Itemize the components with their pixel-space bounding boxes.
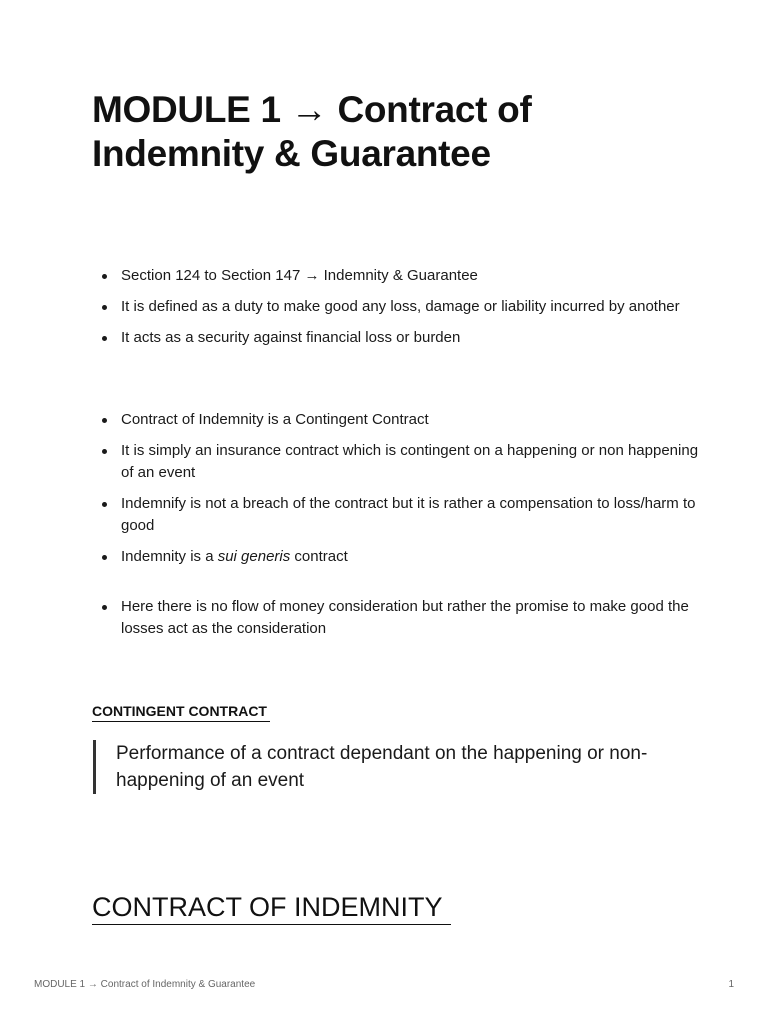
page-number: 1 (728, 979, 734, 990)
page-title: MODULE 1 → Contract of Indemnity & Guarantee (92, 89, 532, 174)
bullet-list-2 (92, 409, 701, 577)
blockquote: Performance of a contract dependant on the happening or non-happening of an event (93, 740, 686, 794)
italic-text: sui generis (217, 548, 291, 565)
list-item: Section 124 to Section 147 → Indemnity & Guarantee (121, 265, 701, 287)
list-item: Here there is no flow of money consideration but rather the promise to make good the losses act as the consideration (121, 596, 701, 640)
list-item-sui-generis (121, 546, 701, 568)
contingent-contract-heading: CONTINGENT CONTRACT (92, 702, 270, 722)
bullet-list-3 (92, 596, 701, 649)
footer-title: MODULE 1 → Contract of Indemnity & Guarantee (34, 979, 256, 990)
list-item: It is defined as a duty to make good any loss, damage or liability incurred by another (121, 296, 701, 318)
list-item: Indemnify is not a breach of the contract but it is rather a compensation to loss/harm to good (121, 493, 701, 537)
text-before: Indemnity is a (121, 548, 218, 565)
list-item: It acts as a security against financial loss or burden (121, 327, 701, 349)
text-after: contract (290, 548, 348, 565)
list-item: It is simply an insurance contract which is contingent on a happening or non happening of an event (121, 440, 701, 484)
bullet-list-1 (92, 265, 701, 358)
list-item: Contract of Indemnity is a Contingent Contract (121, 409, 701, 431)
section-heading: CONTRACT OF INDEMNITY (92, 890, 451, 925)
